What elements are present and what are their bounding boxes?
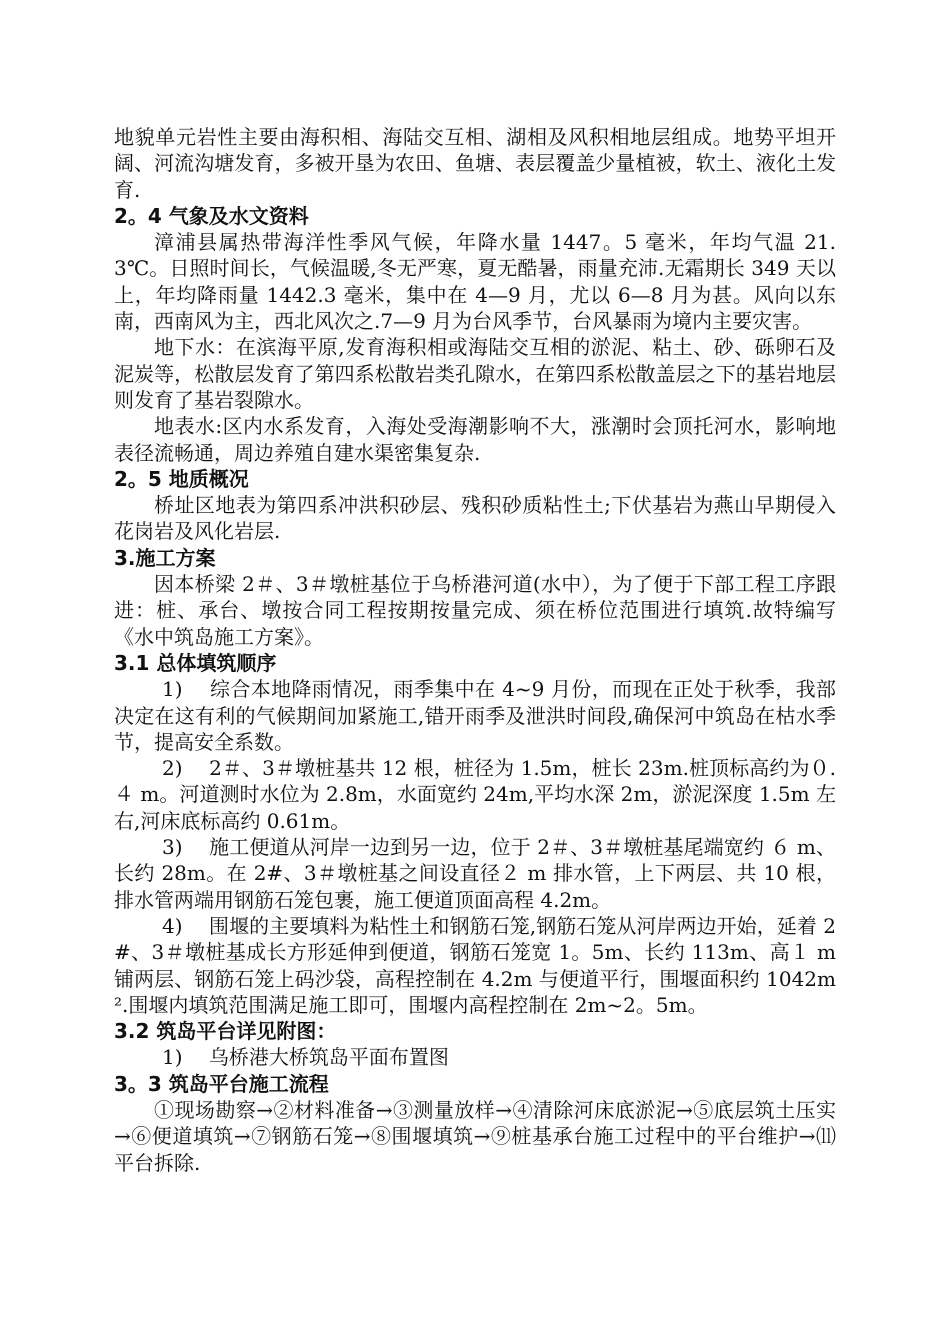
heading-filling-sequence: 3.1 总体填筑顺序 xyxy=(114,650,277,675)
paragraph-process-flow: ①现场勘察→②材料准备→③测量放样→④清除河床底淤泥→⑤底层筑土压实→⑥便道填筑→⑦钢筋石笼→⑧围堰填筑→⑨桩基承台施工过程中的平台维护→⑾平台拆除. xyxy=(114,1097,836,1175)
list-item-4: 4) 围堰的主要填料为粘性土和钢筋石笼,钢筋石笼从河岸两边开始，延着 2#、3＃墩桩基成长方形延伸到便道，钢筋石笼宽 1。5m、长约 113m、高１ m 铺两层、钢筋石笼上码沙袋，高程控制在 4.2m 与便道平行，围堰面积约 1042m².围堰内填筑范围满足施工即可，围堰内高程控制在 2m~2。5m。 xyxy=(114,913,836,1017)
paragraph-plan-intro: 因本桥梁 2＃、3＃墩桩基位于乌桥港河道(水中），为了便于下部工程工序跟进：桩、承台、墩按合同工程按期按量完成、须在桥位范围进行填筑.故特编写《水中筑岛施工方案》。 xyxy=(114,572,836,649)
heading-geology: 2。5 地质概况 xyxy=(114,466,249,491)
list-item-drawing: 1) 乌桥港大桥筑岛平面布置图 xyxy=(162,1045,449,1070)
list-item-1: 1) 综合本地降雨情况，雨季集中在 4~9 月份，而现在正处于秋季，我部决定在这有利的气候期间加紧施工,错开雨季及泄洪时间段,确保河中筑岛在枯水季节，提高安全系数。 xyxy=(114,677,836,754)
heading-platform-drawing: 3.2 筑岛平台详见附图： xyxy=(114,1019,337,1044)
paragraph-geology: 桥址区地表为第四系冲洪积砂层、残积砂质粘性土;下伏基岩为燕山早期侵入花岗岩及风化岩层. xyxy=(114,493,836,544)
heading-platform-process: 3。3 筑岛平台施工流程 xyxy=(114,1071,329,1096)
list-item-2: 2) 2＃、3＃墩桩基共 12 根，桩径为 1.5m，桩长 23m.桩顶标高约为０.４ m。河道测时水位为 2.8m，水面宽约 24m,平均水深 2m，淤泥深度 1.5m 左右,河床底标高约 0.61m。 xyxy=(114,756,836,833)
paragraph-climate: 漳浦县属热带海洋性季风气候，年降水量 1447。5 毫米，年均气温 21.3℃。日照时间长，气候温暖,冬无严寒，夏无酷暑，雨量充沛.无霜期长 349 天以上，年均降雨量 1442.3 毫米，集中在 4—9 月，尤以 6—8 月为甚。风向以东南，西南风为主，西北风次之.7—9 月为台风季节，台风暴雨为境内主要灾害。 xyxy=(114,230,836,334)
list-item-3: 3) 施工便道从河岸一边到另一边，位于 2＃、3＃墩桩基尾端宽约 ６ m、长约 28m。在 2#、3＃墩桩基之间设直径２ m 排水管，上下两层、共 10 根，排水管两端用钢筋石笼包裹，施工便道顶面高程 4.2m。 xyxy=(114,835,836,912)
heading-construction-plan: 3.施工方案 xyxy=(114,545,216,570)
paragraph-groundwater: 地下水：在滨海平原,发育海积相或海陆交互相的淤泥、粘土、砂、砾卵石及泥炭等，松散层发育了第四系松散岩类孔隙水，在第四系松散盖层之下的基岩地层则发育了基岩裂隙水。 xyxy=(114,335,836,412)
paragraph-landform: 地貌单元岩性主要由海积相、海陆交互相、湖相及风积相地层组成。地势平坦开阔、河流沟塘发育，多被开垦为农田、鱼塘、表层覆盖少量植被，软土、液化土发育. xyxy=(114,125,836,202)
document-body xyxy=(114,124,836,1176)
heading-weather-hydrology: 2。4 气象及水文资料 xyxy=(114,203,309,228)
paragraph-surface-water: 地表水:区内水系发育，入海处受海潮影响不大，涨潮时会顶托河水，影响地表径流畅通，周边养殖自建水渠密集复杂. xyxy=(114,414,836,465)
